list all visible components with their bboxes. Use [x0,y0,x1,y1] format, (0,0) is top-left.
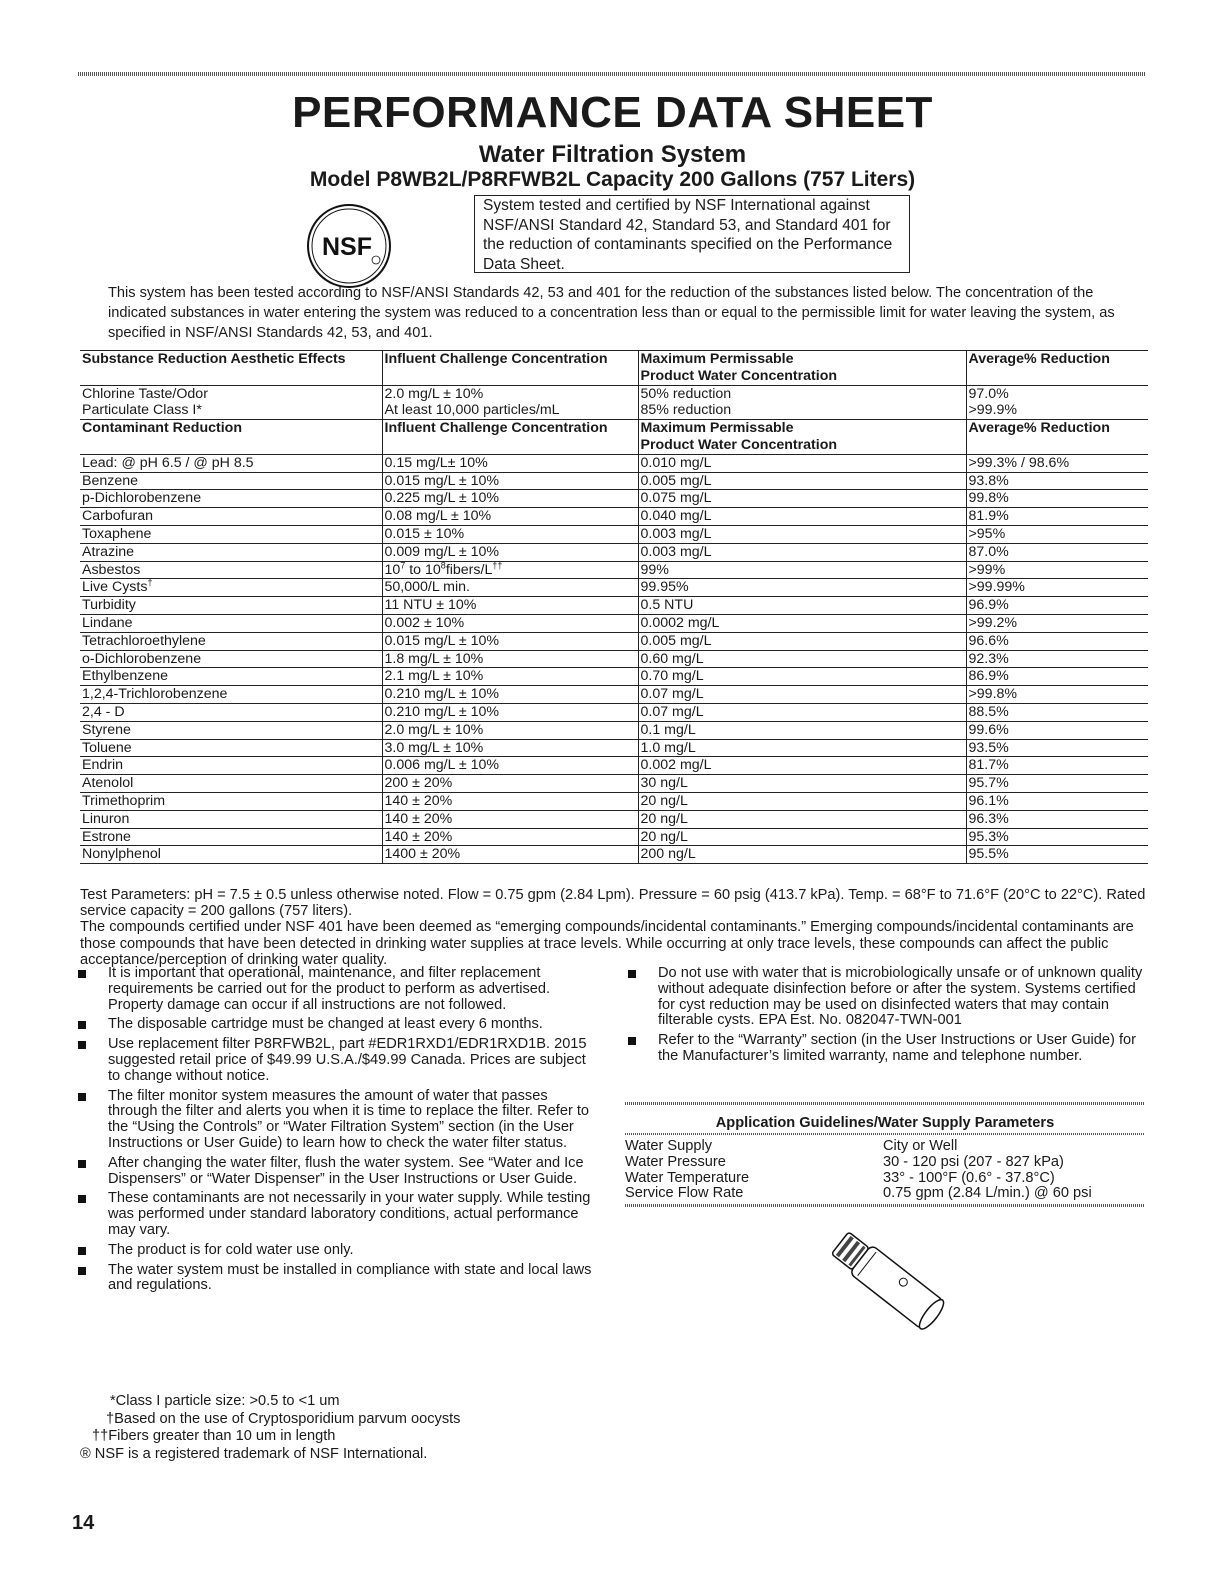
guideline-row [625,1155,1145,1171]
cell-average-reduction: 92.3% [966,650,1148,668]
cell-average-reduction: >95% [966,525,1148,543]
nsf-logo-text: NSF [322,233,372,261]
cell-average-reduction: 81.9% [966,508,1148,526]
bullet-square-icon [78,1247,86,1255]
table-row [80,490,1148,508]
guideline-parameter: Water Temperature [625,1169,750,1186]
table-row [80,668,1148,686]
guidelines-title-rule [625,1133,1145,1135]
bullet-square-icon [78,1160,86,1168]
cell-substance: Turbidity [80,597,382,615]
footnote-fibers: ††Fibers greater than 10 um in length [92,1428,336,1444]
cell-substance: Estrone [80,828,382,846]
cell-influent-concentration: 0.15 mg/L± 10% [382,454,638,472]
cell-average-reduction: >99.2% [966,614,1148,632]
cell-influent-concentration: 140 ± 20% [382,810,638,828]
cell-max-product-concentration: 20 ng/L [638,810,966,828]
cell-max-product-concentration: 0.1 mg/L [638,721,966,739]
cell-max-product-concentration: 0.040 mg/L [638,508,966,526]
cell-max-product-concentration: 0.003 mg/L [638,543,966,561]
cell-influent-concentration: 3.0 mg/L ± 10% [382,739,638,757]
asbestos-influent-text: fibers/L [445,561,493,578]
cell-average-reduction: 81.7% [966,757,1148,775]
table-row [80,385,1148,402]
bullet-text: These contaminants are not necessarily in your water supply. While testing was performed under standard laboratory conditions, actual performance may vary. [108,1190,591,1238]
bullet-item [75,966,595,1013]
bullet-item [625,1033,1153,1065]
header-influent-concentration [382,351,638,386]
cell-average-reduction: 96.9% [966,597,1148,615]
guideline-row [625,1139,1145,1155]
table-row [80,757,1148,775]
cell-substance: Particulate Class I* [80,402,382,419]
bullet-text: The filter monitor system measures the amount of water that passes through the filter and alerts you when it is time to replace the filter. Refer to the “Using the Controls” or “Water Filtration System” section (in the User Instructions or User Guide) to learn how to check the water filter status. [108,1087,590,1151]
table-row [80,739,1148,757]
cell-substance: Ethylbenzene [80,668,382,686]
cell-max-product-concentration: 99% [638,561,966,579]
table-row [80,402,1148,419]
header-max-product-concentration [638,420,966,455]
cell-substance: Lead: @ pH 6.5 / @ pH 8.5 [80,454,382,472]
header-label: Maximum Permissable [640,351,794,367]
header-label-line2: Product Water Concentration [640,367,838,384]
cell-average-reduction: 87.0% [966,543,1148,561]
guideline-value: 33° - 100°F (0.6° - 37.8°C) [883,1169,1055,1186]
cell-influent-concentration: 1400 ± 20% [382,846,638,864]
superscript: 8 [440,561,446,570]
guideline-value: 30 - 120 psi (207 - 827 kPa) [883,1153,1064,1170]
table-row [80,525,1148,543]
cell-influent-concentration: 0.015 mg/L ± 10% [382,472,638,490]
cell-influent-concentration: At least 10,000 particles/mL [382,402,638,419]
cell-average-reduction: 95.3% [966,828,1148,846]
cell-substance: Nonylphenol [80,846,382,864]
cell-average-reduction: 88.5% [966,703,1148,721]
guideline-parameter: Water Supply [625,1138,713,1154]
cell-max-product-concentration: 85% reduction [638,402,966,419]
cell-influent-concentration: 0.225 mg/L ± 10% [382,490,638,508]
test-parameters [80,887,1150,968]
table-row [80,792,1148,810]
cell-max-product-concentration: 0.07 mg/L [638,703,966,721]
table-row [80,721,1148,739]
bullet-square-icon [628,1037,636,1045]
bullet-text: It is important that operational, maintenance, and filter replacement requirements be carried out for the product to perform as advertised. Property damage can occur if all instructions are not followed. [108,965,551,1013]
cell-max-product-concentration: 0.005 mg/L [638,472,966,490]
cell-influent-concentration: 0.015 mg/L ± 10% [382,632,638,650]
left-bullet-list [75,966,595,1298]
cell-max-product-concentration: 99.95% [638,579,966,597]
cell-average-reduction: >99.99% [966,579,1148,597]
bullet-item [75,1191,595,1238]
footnote-trademark: ® NSF is a registered trademark of NSF International. [80,1445,428,1462]
cell-max-product-concentration: 0.003 mg/L [638,525,966,543]
cell-influent-concentration: 2.0 mg/L ± 10% [382,385,638,402]
cell-substance: Linuron [80,810,382,828]
header-label: Influent Challenge Concentration [384,351,608,367]
guideline-row [625,1186,1145,1202]
header-label: Average% Reduction [968,420,1110,437]
cell-substance: 2,4 - D [80,703,382,721]
cell-substance [80,579,382,597]
page-subtitle: Water Filtration System [478,141,747,168]
cell-influent-concentration: 0.006 mg/L ± 10% [382,757,638,775]
header-label: Maximum Permissable [640,420,794,437]
cell-average-reduction: 86.9% [966,668,1148,686]
performance-table [80,350,1148,864]
cell-influent-concentration: 50,000/L min. [382,579,638,597]
cell-influent-concentration: 0.009 mg/L ± 10% [382,543,638,561]
cell-substance: Benzene [80,472,382,490]
test-parameters-text: Test Parameters: pH = 7.5 ± 0.5 unless otherwise noted. Flow = 0.75 gpm (2.84 Lpm). Pressure = 60 psig (413.7 kPa). Temp. = 68°F to 71.6°F (20°C to 22°C). Rated service capacity = 200 gallons (757 liters). [80,887,1146,920]
bullet-text: Use replacement filter P8RFWB2L, part #EDR1RXD1/EDR1RXD1B. 2015 suggested retail price of $49.99 U.S.A./$49.99 Canada. Prices are subject to change without notice. [108,1036,587,1084]
cell-substance: Asbestos [80,561,382,579]
table-row [80,508,1148,526]
cell-max-product-concentration: 50% reduction [638,385,966,402]
asbestos-influent-text: to 10 [405,561,441,578]
cell-max-product-concentration: 20 ng/L [638,792,966,810]
cell-substance: p-Dichlorobenzene [80,490,382,508]
cell-max-product-concentration: 0.5 NTU [638,597,966,615]
table-row [80,579,1148,597]
cell-substance: Toxaphene [80,525,382,543]
bullet-text: Refer to the “Warranty” section (in the User Instructions or User Guide) for the Manufacturer’s limited warranty, name and telephone number. [658,1032,1136,1064]
table-row [80,561,1148,579]
bullet-square-icon [78,1041,86,1049]
table-row [80,632,1148,650]
cell-substance: Atenolol [80,775,382,793]
cell-influent-concentration: 0.002 ± 10% [382,614,638,632]
bullet-item [75,1037,595,1084]
header-label: Average% Reduction [968,351,1110,367]
table-row [80,650,1148,668]
cell-max-product-concentration: 0.010 mg/L [638,454,966,472]
cell-max-product-concentration: 30 ng/L [638,775,966,793]
footnote-cysts: †Based on the use of Cryptosporidium parvum oocysts [106,1410,461,1427]
emerging-compounds-note: The compounds certified under NSF 401 have been deemed as “emerging compounds/incidental contaminants.” Emerging compounds/incidental contaminants are those compounds that have been detected in drinking water supplies at trace levels. While occurring at only trace levels, these compounds can affect the public acceptance/perception of drinking water quality. [80,919,1134,968]
table-row [80,703,1148,721]
right-bullet-list [625,966,1153,1069]
cell-substance: Trimethoprim [80,792,382,810]
bullet-text: The water system must be installed in compliance with state and local laws and regulations. [108,1261,592,1294]
header-label: Influent Challenge Concentration [384,420,608,437]
cell-max-product-concentration: 0.002 mg/L [638,757,966,775]
table-row [80,597,1148,615]
bullet-square-icon [78,1021,86,1029]
table-row [80,454,1148,472]
bullet-item [75,1017,595,1033]
header-substance [80,420,382,455]
cell-substance: Atrazine [80,543,382,561]
filter-cartridge-illustration [810,1218,960,1338]
footnote-class-i: *Class I particle size: >0.5 to <1 um [110,1393,340,1409]
cell-average-reduction: 97.0% [966,385,1148,402]
bullet-item [75,1243,595,1259]
cell-substance: Tetrachloroethylene [80,632,382,650]
footnotes [80,1393,680,1463]
header-average-reduction [966,420,1148,455]
cell-max-product-concentration: 0.70 mg/L [638,668,966,686]
cell-average-reduction: 93.8% [966,472,1148,490]
guidelines-title: Application Guidelines/Water Supply Parameters [715,1115,1055,1131]
cell-substance: o-Dichlorobenzene [80,650,382,668]
cell-max-product-concentration: 200 ng/L [638,846,966,864]
guideline-row [625,1171,1145,1187]
table-row [80,686,1148,704]
table-header-row [80,351,1148,386]
cell-max-product-concentration: 0.60 mg/L [638,650,966,668]
cell-max-product-concentration: 0.075 mg/L [638,490,966,508]
cell-influent-concentration: 0.08 mg/L ± 10% [382,508,638,526]
cell-average-reduction: >99.8% [966,686,1148,704]
live-cysts-label: Live Cysts [82,579,148,596]
guideline-value: City or Well [883,1138,958,1154]
cell-substance: Carbofuran [80,508,382,526]
page-number: 14 [72,1512,95,1534]
cell-influent-concentration: 2.0 mg/L ± 10% [382,721,638,739]
bullet-text: Do not use with water that is microbiologically unsafe or of unknown quality without adequate disinfection before or after the system. Systems certified for cyst reduction may be used on disinfected waters that may contain filterable cysts. EPA Est. No. 082047-TWN-001 [658,965,1143,1029]
cell-average-reduction: 96.1% [966,792,1148,810]
guideline-parameter: Service Flow Rate [625,1185,744,1202]
cell-influent-concentration: 200 ± 20% [382,775,638,793]
certification-box: System tested and certified by NSF International against NSF/ANSI Standard 42, Standard 53, and Standard 401 for the reduction of contaminants specified on the Performance Data Sheet. [474,195,910,273]
nsf-logo [306,203,392,289]
bullet-square-icon [78,1195,86,1203]
cell-influent-concentration [382,561,638,579]
header-average-reduction [966,351,1148,386]
bullet-square-icon [628,970,636,978]
cell-substance: Styrene [80,721,382,739]
cell-average-reduction: >99.3% / 98.6% [966,454,1148,472]
table-row [80,846,1148,864]
guideline-parameter: Water Pressure [625,1153,726,1170]
table-row [80,810,1148,828]
guidelines-top-rule [625,1102,1145,1105]
cell-max-product-concentration: 1.0 mg/L [638,739,966,757]
bullet-item [625,966,1153,1029]
header-label: Substance Reduction Aesthetic Effects [82,351,346,367]
bullet-text: The disposable cartridge must be changed at least every 6 months. [108,1016,543,1033]
bullet-square-icon [78,970,86,978]
superscript: † [147,578,153,588]
cell-average-reduction: 96.6% [966,632,1148,650]
header-max-product-concentration [638,351,966,386]
bullet-square-icon [78,1093,86,1101]
cell-influent-concentration: 0.015 ± 10% [382,525,638,543]
cell-max-product-concentration: 20 ng/L [638,828,966,846]
cell-average-reduction: 99.8% [966,490,1148,508]
cell-max-product-concentration: 0.005 mg/L [638,632,966,650]
bullet-item [75,1263,595,1295]
cell-influent-concentration: 0.210 mg/L ± 10% [382,703,638,721]
table-header-row [80,420,1148,455]
asbestos-influent-text: 10 [384,561,401,578]
cell-average-reduction: >99.9% [966,402,1148,419]
table-row [80,614,1148,632]
cell-substance: Lindane [80,614,382,632]
cell-substance: Chlorine Taste/Odor [82,385,208,402]
superscript: †† [492,561,503,570]
header-substance [80,351,382,386]
bullet-item [75,1089,595,1152]
cell-average-reduction: 93.5% [966,739,1148,757]
bullet-item [75,1156,595,1188]
bullet-square-icon [78,1267,86,1275]
page-title: PERFORMANCE DATA SHEET [292,88,933,137]
intro-paragraph: This system has been tested according to NSF/ANSI Standards 42, 53 and 401 for the reduction of the substances listed below. The concentration of the indicated substances in water entering the system was reduced to a concentration less than or equal to the permissible limit for water leaving the system, as specified in NSF/ANSI Standards 42, 53, and 401. [108,285,1115,341]
cell-substance: 1,2,4-Trichlorobenzene [80,686,382,704]
table-row [80,543,1148,561]
cell-average-reduction: 95.7% [966,775,1148,793]
cell-average-reduction: 96.3% [966,810,1148,828]
guideline-value: 0.75 gpm (2.84 L/min.) @ 60 psi [883,1185,1092,1202]
cell-influent-concentration: 1.8 mg/L ± 10% [382,650,638,668]
cell-influent-concentration: 11 NTU ± 10% [382,597,638,615]
application-guidelines [625,1102,1145,1207]
bullet-text: The product is for cold water use only. [108,1241,354,1258]
cell-substance: Toluene [80,739,382,757]
table-row [80,472,1148,490]
bullet-text: After changing the water filter, flush the water system. See “Water and Ice Dispensers” or “Water Dispenser” in the User Instructions or User Guide. [108,1154,584,1187]
cell-influent-concentration: 140 ± 20% [382,792,638,810]
table-row [80,828,1148,846]
top-rule [78,72,1146,76]
cell-influent-concentration: 2.1 mg/L ± 10% [382,668,638,686]
superscript: 7 [400,561,406,570]
guidelines-bottom-rule [625,1204,1145,1207]
header-influent-concentration [382,420,638,455]
header-label: Contaminant Reduction [82,420,242,437]
model-heading: Model P8WB2L/P8RFWB2L Capacity 200 Gallons (757 Liters) [309,168,916,191]
cell-max-product-concentration: 0.07 mg/L [638,686,966,704]
cell-influent-concentration: 0.210 mg/L ± 10% [382,686,638,704]
cell-average-reduction: 95.5% [966,846,1148,864]
cell-average-reduction: 99.6% [966,721,1148,739]
cell-average-reduction: >99% [966,561,1148,579]
table-row [80,775,1148,793]
cell-influent-concentration: 140 ± 20% [382,828,638,846]
cell-max-product-concentration: 0.0002 mg/L [638,614,966,632]
cell-substance: Endrin [80,757,382,775]
header-label-line2: Product Water Concentration [640,436,838,453]
